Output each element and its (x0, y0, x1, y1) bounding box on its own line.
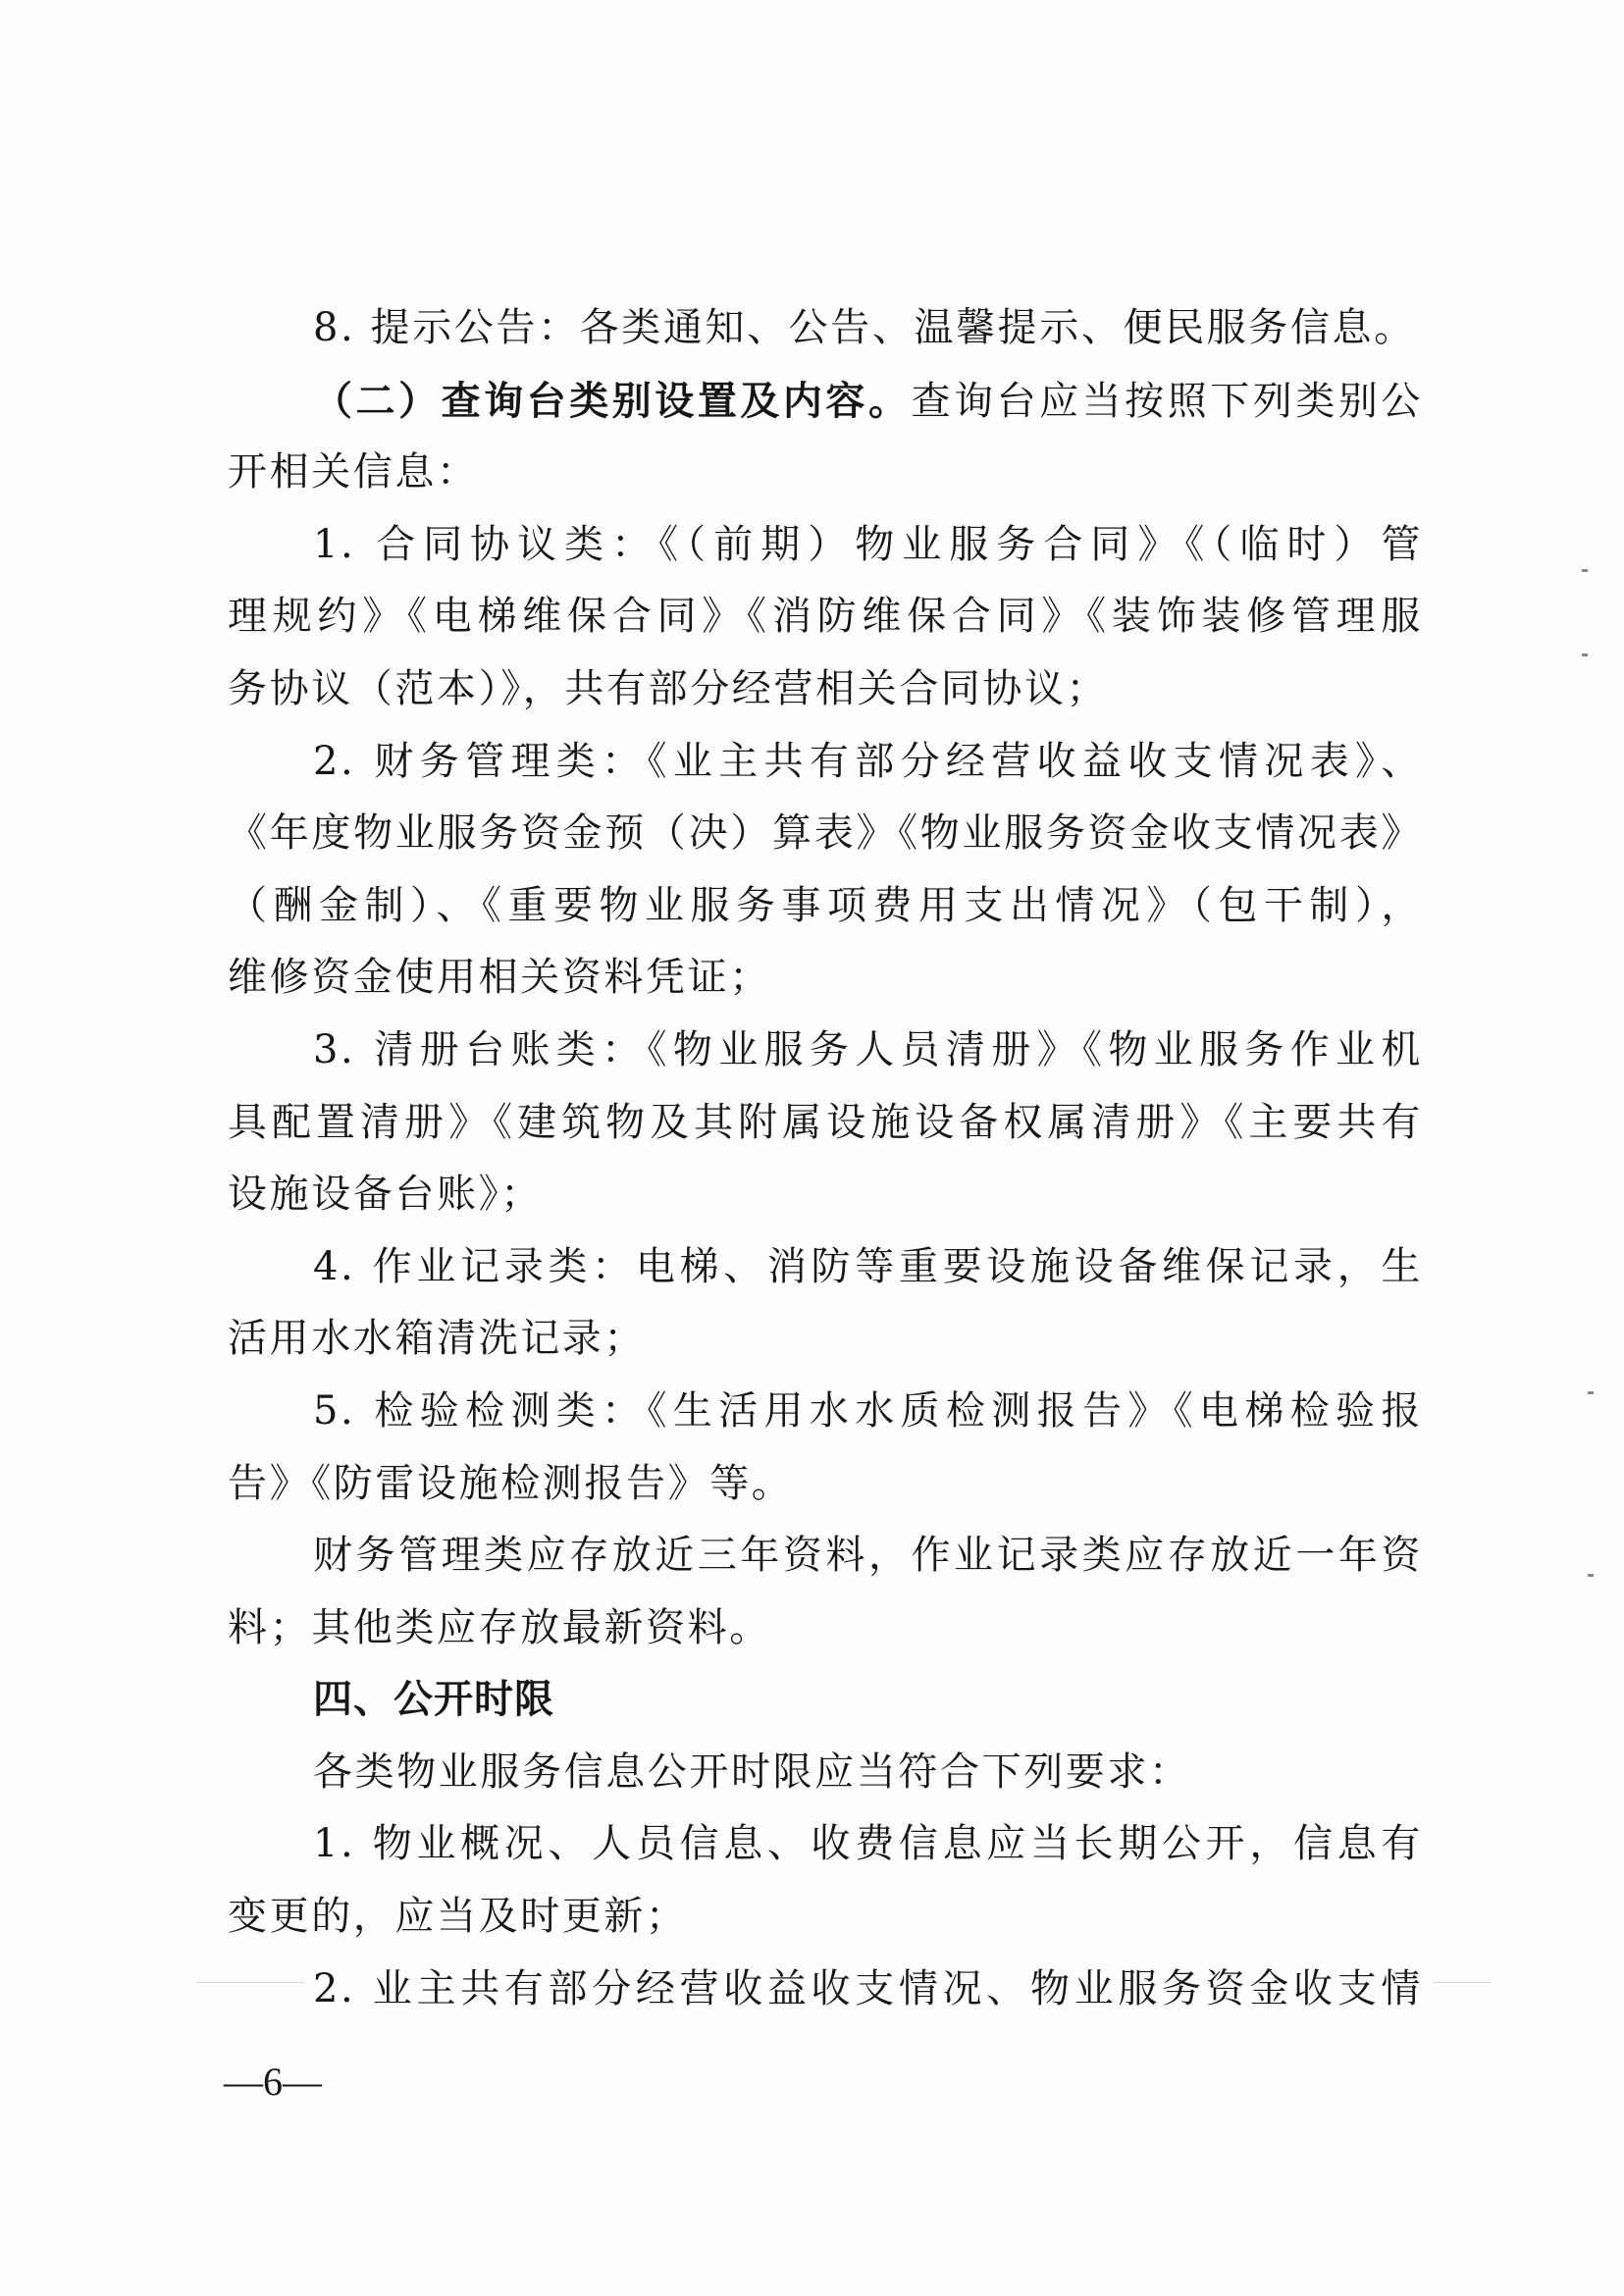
paragraph-line (228, 1737, 1423, 1809)
list-item-2-finance (228, 726, 1423, 799)
paragraph-line (228, 581, 1423, 653)
line-text: 1. 合同协议类：《（前期）物业服务合同》《（临时）管 (313, 521, 1423, 567)
list-item-1-long-term (228, 1808, 1423, 1881)
line-text: 理规约》《电梯维保合同》《消防维保合同》《装饰装修管理服 (228, 594, 1423, 640)
paragraph-line (228, 653, 1423, 726)
section-heading-disclosure-period (228, 1664, 1423, 1737)
list-item-3-registers (228, 1015, 1423, 1087)
scan-mark (1582, 569, 1588, 572)
paragraph-line (228, 1087, 1423, 1160)
line-text: 告》《防雷设施检测报告》等。 (228, 1460, 794, 1506)
paragraph-item-8-announcements (228, 292, 1423, 365)
line-text: 4. 作业记录类：电梯、消防等重要设施设备维保记录，生 (313, 1243, 1423, 1289)
scan-mark (1588, 1574, 1594, 1577)
line-text: 活用水水箱清洗记录； (228, 1316, 646, 1362)
paragraph-line (228, 1881, 1423, 1954)
line-text: 8. 提示公告：各类通知、公告、温馨提示、便民服务信息。 (313, 305, 1416, 350)
line-text: 2. 财务管理类：《业主共有部分经营收益收支情况表》、 (313, 738, 1423, 784)
line-text: 料；其他类应存放最新资料。 (228, 1604, 771, 1650)
line-text: 设施设备台账》； (228, 1172, 543, 1218)
scan-artifact-line (1433, 1982, 1492, 1983)
paragraph-line (228, 1159, 1423, 1231)
list-item-4-work-records (228, 1231, 1423, 1304)
line-text: 《年度物业服务资金预（决）算表》《物业服务资金收支情况表》 (228, 810, 1423, 857)
list-item-1-contracts (228, 509, 1423, 582)
line-text: 维修资金使用相关资料凭证； (228, 955, 771, 1001)
paragraph-line (228, 437, 1423, 509)
line-text: 变更的，应当及时更新； (228, 1894, 688, 1940)
scan-mark (1588, 1391, 1594, 1394)
paragraph-line (228, 1303, 1423, 1376)
paragraph-line (228, 798, 1423, 870)
paragraph-line (228, 1592, 1423, 1665)
line-text: 5. 检验检测类：《生活用水水质检测报告》《电梯检验报 (313, 1387, 1423, 1434)
line-text: （酬金制）、《重要物业服务事项费用支出情况》（包干制）， (228, 882, 1423, 928)
list-item-2-income-expense (228, 1954, 1423, 2026)
paragraph-storage-rules (228, 1520, 1423, 1592)
paragraph-line (228, 1448, 1423, 1521)
line-text: 1. 物业概况、人员信息、收费信息应当长期公开，信息有 (313, 1821, 1423, 1867)
list-item-5-inspection (228, 1376, 1423, 1448)
line-text: 3. 清册台账类：《物业服务人员清册》《物业服务作业机 (313, 1026, 1423, 1072)
page-number: —6— (224, 2060, 322, 2104)
section-heading-inquiry-desk (228, 365, 1423, 438)
line-text: 财务管理类应存放近三年资料，作业记录类应存放近一年资 (313, 1533, 1423, 1579)
subsection-title: （二）查询台类别设置及内容。 (313, 377, 912, 424)
line-text: 开相关信息： (228, 449, 479, 496)
line-text: 查询台应当按照下列类别公 (911, 378, 1423, 424)
line-text: 具配置清册》《建筑物及其附属设施设备权属清册》《主要共有 (228, 1099, 1423, 1145)
document-body (228, 292, 1423, 2025)
scan-mark (1582, 653, 1588, 656)
line-text: 2. 业主共有部分经营收益收支情况、物业服务资金收支情 (313, 1965, 1423, 2011)
line-text: 各类物业服务信息公开时限应当符合下列要求： (313, 1748, 1191, 1795)
paragraph-line (228, 942, 1423, 1015)
section-title: 四、公开时限 (313, 1677, 554, 1723)
line-text: 务协议（范本）》，共有部分经营相关合同协议； (228, 665, 1109, 711)
paragraph-line (228, 870, 1423, 943)
